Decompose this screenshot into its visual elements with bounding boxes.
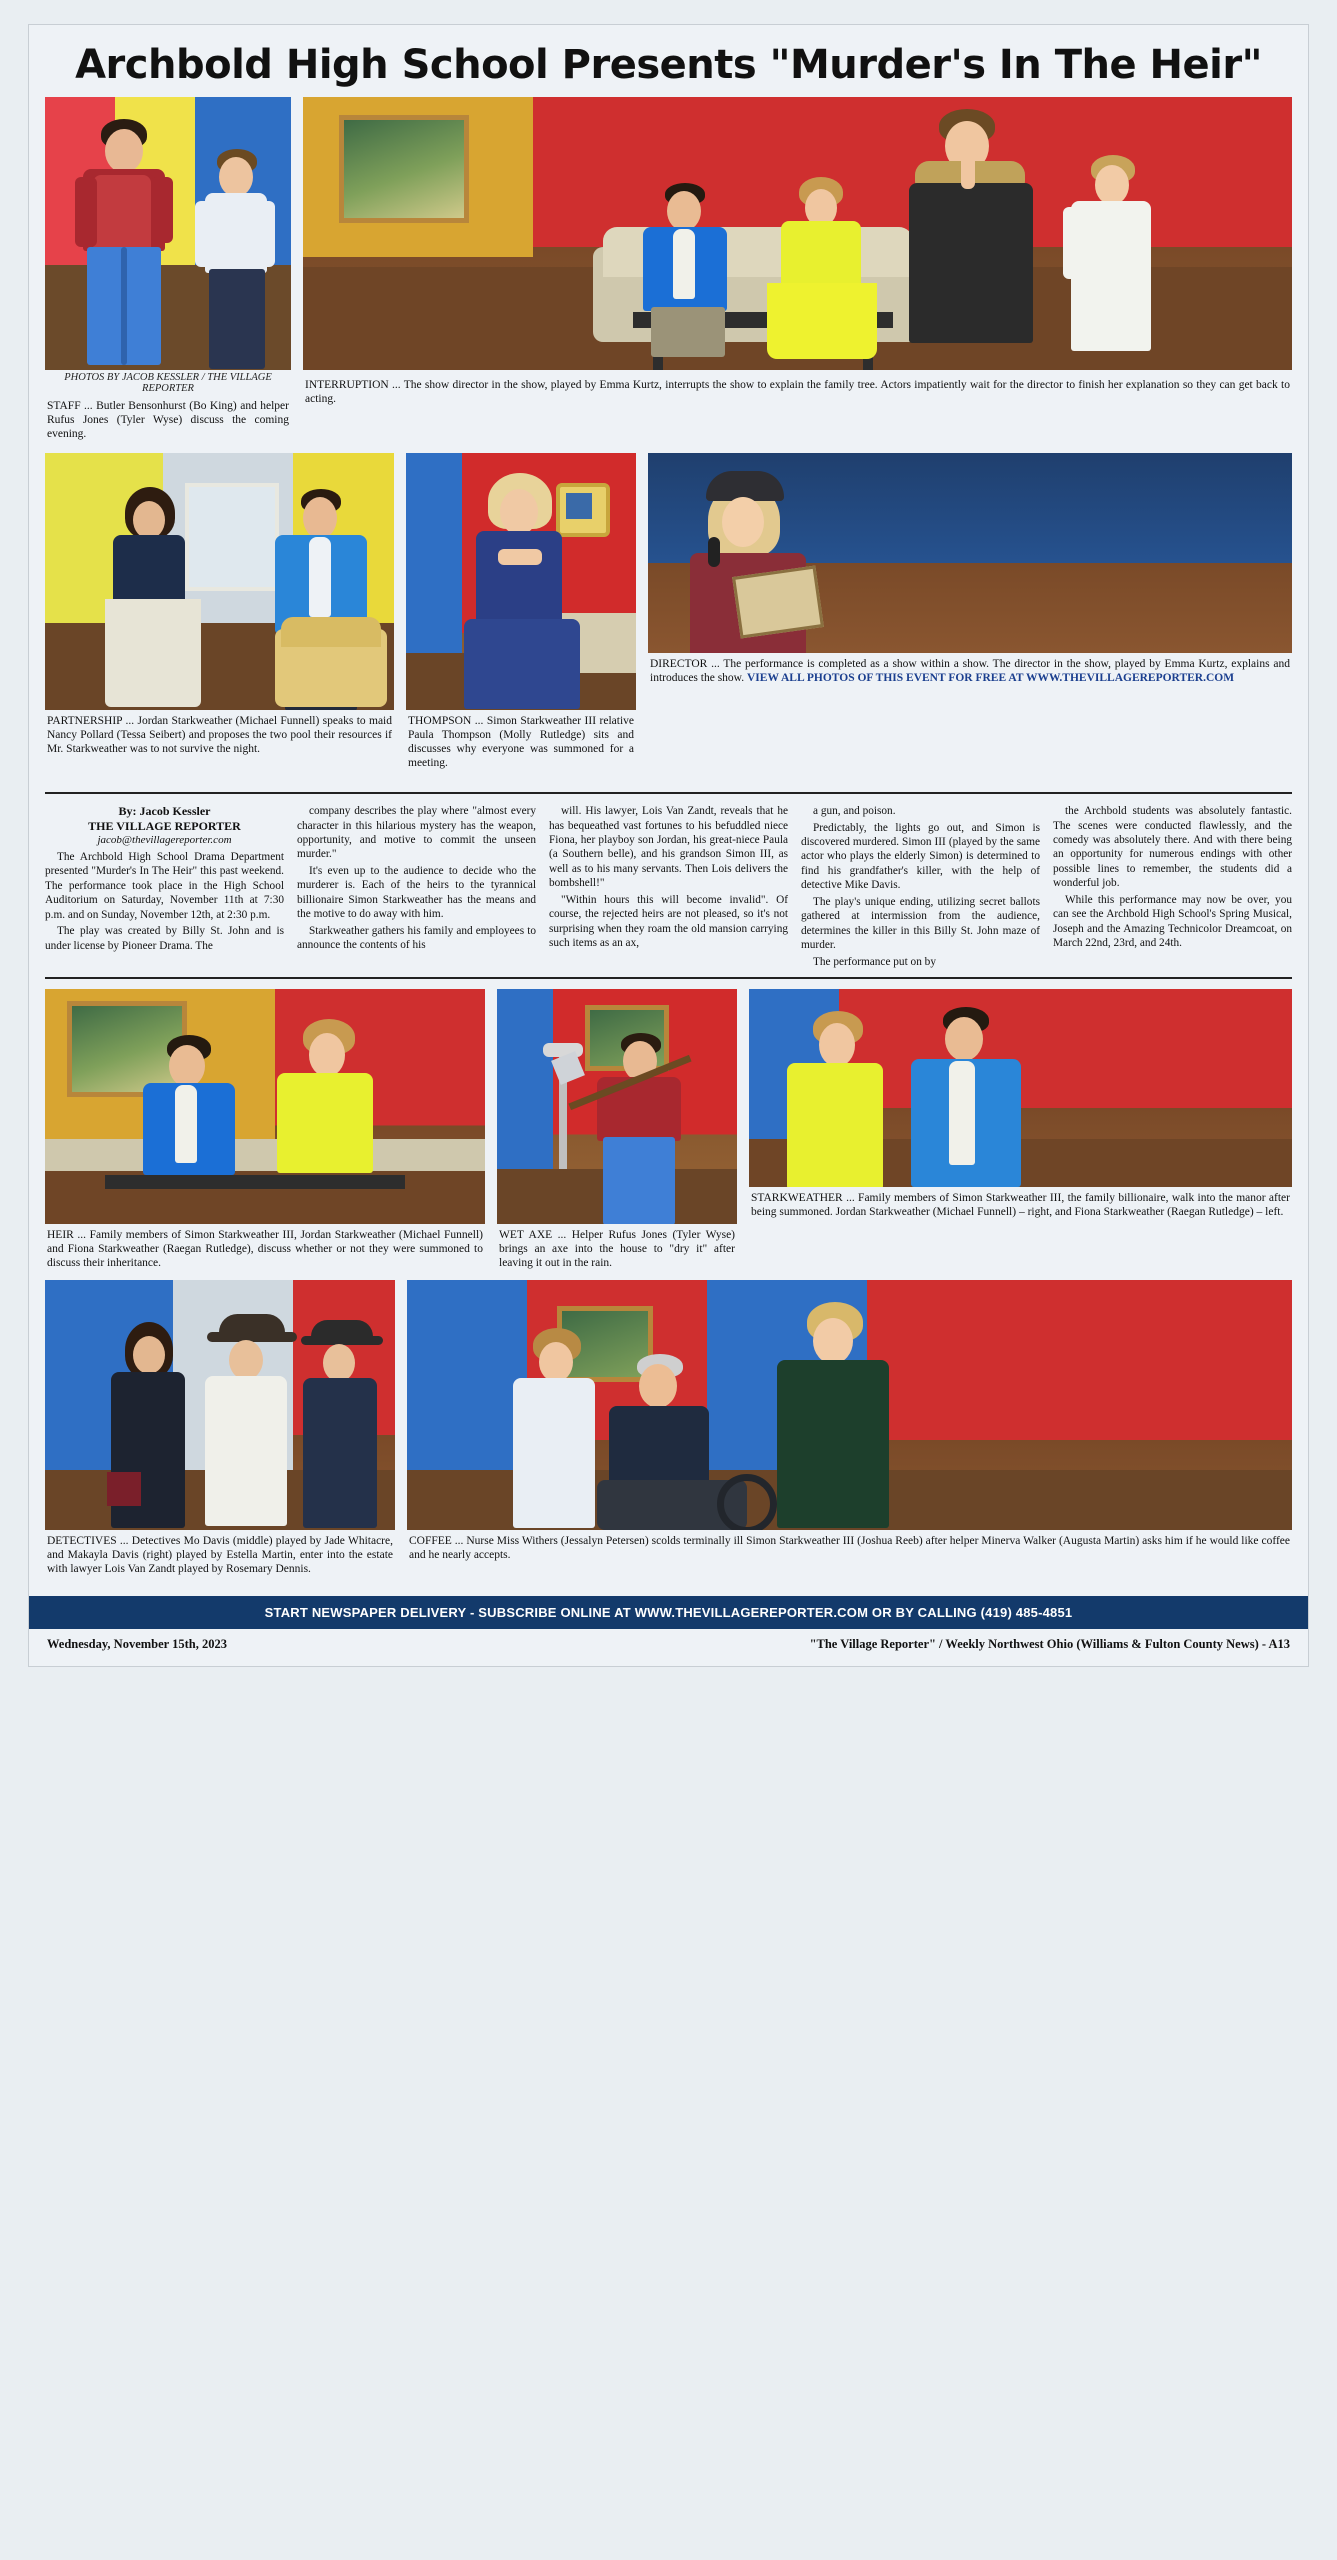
byline-email[interactable]: jacob@thevillagereporter.com bbox=[97, 834, 232, 847]
photo-coffee bbox=[407, 1280, 1292, 1530]
article-paragraph: company describes the play where "almost every character in this hilarious mystery has the weapon, opportunity, and motive to commit the unseen murder." bbox=[297, 805, 536, 861]
caption-staff: STAFF ... Butler Bensonhurst (Bo King) and helper Rufus Jones (Tyler Wyse) discuss the coming evening. bbox=[47, 400, 289, 441]
photo-row-2 bbox=[45, 453, 1292, 780]
photo-thompson bbox=[406, 453, 636, 710]
caption-interruption: INTERRUPTION ... The show director in the show, played by Emma Kurtz, interrupts the show to explain the family tree. Actors impatiently wait for the director to finish her explanation so they can get back to acting. bbox=[305, 379, 1290, 406]
caption-starkweather: STARKWEATHER ... Family members of Simon Starkweather III, the family billionaire, walk into the manor after being summoned. Jordan Starkweather (Michael Funnell) – right, and Fiona Starkweather (Raegan Rutledge) – left. bbox=[751, 1192, 1290, 1219]
photo-row-4 bbox=[45, 1280, 1292, 1586]
photo-block-starkweather bbox=[749, 989, 1292, 1280]
article-body bbox=[45, 792, 1292, 979]
article-paragraph: Predictably, the lights go out, and Simon is discovered murdered. Simon III (played by the same actor who plays the elderly Simon) is determined to find his grandfather's killer, with the help of detective Mike Davis. bbox=[801, 821, 1040, 892]
caption-director bbox=[648, 653, 1292, 695]
photo-block-staff bbox=[45, 97, 291, 451]
article-column-3 bbox=[549, 804, 788, 971]
photo-row-3 bbox=[45, 989, 1292, 1280]
page-footer bbox=[45, 1629, 1292, 1666]
subscribe-bar[interactable]: START NEWSPAPER DELIVERY - SUBSCRIBE ONLINE AT WWW.THEVILLAGEREPORTER.COM OR BY CALLING (419) 485-4851 bbox=[29, 1596, 1308, 1629]
article-paragraph: While this performance may now be over, you can see the Archbold High School's Spring Musical, Joseph and the Amazing Technicolor Dreamcoat, on March 22nd, 23rd, and 24th. bbox=[1053, 893, 1292, 950]
caption-wetaxe: WET AXE ... Helper Rufus Jones (Tyler Wyse) brings an axe into the house to "dry it" after leaving it out in the rain. bbox=[499, 1229, 735, 1270]
caption-partnership: PARTNERSHIP ... Jordan Starkweather (Michael Funnell) speaks to maid Nancy Pollard (Tessa Seibert) and proposes the two pool their resources if Mr. Starkweather was to not survive the night. bbox=[47, 715, 392, 756]
article-paragraph: The Archbold High School Drama Department presented "Murder's In The Heir" this past weekend. The performance took place in the High School Auditorium on Saturday, November 11th at 7:30 p.m. and on Sunday, November 12th, at 2:30 p.m. bbox=[45, 850, 284, 921]
photo-block-director bbox=[648, 453, 1292, 780]
article-paragraph: The performance put on by bbox=[813, 955, 936, 968]
photo-block-coffee bbox=[407, 1280, 1292, 1586]
caption-director-link[interactable]: VIEW ALL PHOTOS OF THIS EVENT FOR FREE AT WWW.THEVILLAGEREPORTER.COM bbox=[747, 672, 1235, 685]
page-sheet bbox=[28, 24, 1309, 1667]
caption-detectives: DETECTIVES ... Detectives Mo Davis (middle) played by Jade Whitacre, and Makayla Davis (right) played by Estella Martin, enter into the estate with lawyer Lois Van Zandt played by Rosemary Dennis. bbox=[47, 1535, 393, 1576]
photo-block-interruption bbox=[303, 97, 1292, 451]
article-paragraph: The play's unique ending, utilizing secret ballots gathered at intermission from the audience, determines the killer in this Billy St. John maze of murder. bbox=[801, 895, 1040, 952]
article-column-5 bbox=[1053, 804, 1292, 971]
photo-block-thompson bbox=[406, 453, 636, 780]
byline bbox=[45, 804, 284, 848]
photo-staff bbox=[45, 97, 291, 370]
byline-outlet: THE VILLAGE REPORTER bbox=[88, 819, 241, 834]
caption-heir: HEIR ... Family members of Simon Starkweather III, Jordan Starkweather (Michael Funnell) and Fiona Starkweather (Raegan Rutledge), discuss whether or not they were summoned to discuss their inheritance. bbox=[47, 1229, 483, 1270]
caption-director-text: DIRECTOR ... The performance is completed as a show within a show. The director in the show, played by Emma Kurtz, explains and introduces the show. bbox=[650, 658, 1290, 685]
photo-block-wetaxe bbox=[497, 989, 737, 1280]
photo-row-1 bbox=[45, 97, 1292, 451]
photo-starkweather bbox=[749, 989, 1292, 1187]
footer-date: Wednesday, November 15th, 2023 bbox=[47, 1637, 227, 1652]
article-paragraph: The play was created by Billy St. John and is under license by Pioneer Drama. The bbox=[45, 925, 284, 952]
photo-block-heir bbox=[45, 989, 485, 1280]
byline-author: By: Jacob Kessler bbox=[118, 804, 211, 819]
photo-block-detectives bbox=[45, 1280, 395, 1586]
photo-partnership bbox=[45, 453, 394, 710]
article-paragraph: the Archbold students was absolutely fantastic. The scenes were conducted flawlessly, and the comedy was absolutely there. And with there being an opportunity for numerous endings with other possible lines to remember, the students did a wonderful job. bbox=[1053, 805, 1292, 890]
caption-thompson: THOMPSON ... Simon Starkweather III relative Paula Thompson (Molly Rutledge) sits and discusses why everyone was summoned for a meeting. bbox=[408, 715, 634, 770]
article-paragraph: "Within hours this will become invalid". Of course, the rejected heirs are not pleased, so it's not surprising when they roam the old mansion carrying such items as an ax, bbox=[549, 893, 788, 950]
caption-coffee: COFFEE ... Nurse Miss Withers (Jessalyn Petersen) scolds terminally ill Simon Starkweather III (Joshua Reeb) after helper Minerva Walker (Augusta Martin) asks him if he would like coffee and he nearly accepts. bbox=[409, 1535, 1290, 1562]
footer-pageline: "The Village Reporter" / Weekly Northwest Ohio (Williams & Fulton County News) - A13 bbox=[809, 1637, 1290, 1652]
article-paragraph: will. His lawyer, Lois Van Zandt, reveals that he has bequeathed vast fortunes to his befuddled niece Fiona, her playboy son Jordan, his great-niece Paula (a Southern belle), and his grandson Simon III, as well as to his many servants. Then Lois delivers the bombshell!" bbox=[549, 805, 788, 890]
article-paragraph: Starkweather gathers his family and employees to announce the contents of his bbox=[297, 924, 536, 952]
photo-detectives bbox=[45, 1280, 395, 1530]
article-column-1 bbox=[45, 804, 284, 971]
page-headline: Archbold High School Presents "Murder's In The Heir" bbox=[75, 42, 1262, 88]
photo-heir bbox=[45, 989, 485, 1224]
photo-interruption bbox=[303, 97, 1292, 370]
article-column-4 bbox=[801, 804, 1040, 971]
article-column-2 bbox=[297, 804, 536, 971]
photo-director bbox=[648, 453, 1292, 653]
photo-block-partnership bbox=[45, 453, 394, 780]
article-paragraph: It's even up to the audience to decide who the murderer is. Each of the heirs to the tyrannical billionaire Simon Starkweather has the means and the motive to do away with him. bbox=[297, 864, 536, 921]
photo-credit: PHOTOS BY JACOB KESSLER / THE VILLAGE REPORTER bbox=[64, 372, 272, 394]
article-paragraph: a gun, and poison. bbox=[813, 805, 896, 818]
photo-wetaxe bbox=[497, 989, 737, 1224]
